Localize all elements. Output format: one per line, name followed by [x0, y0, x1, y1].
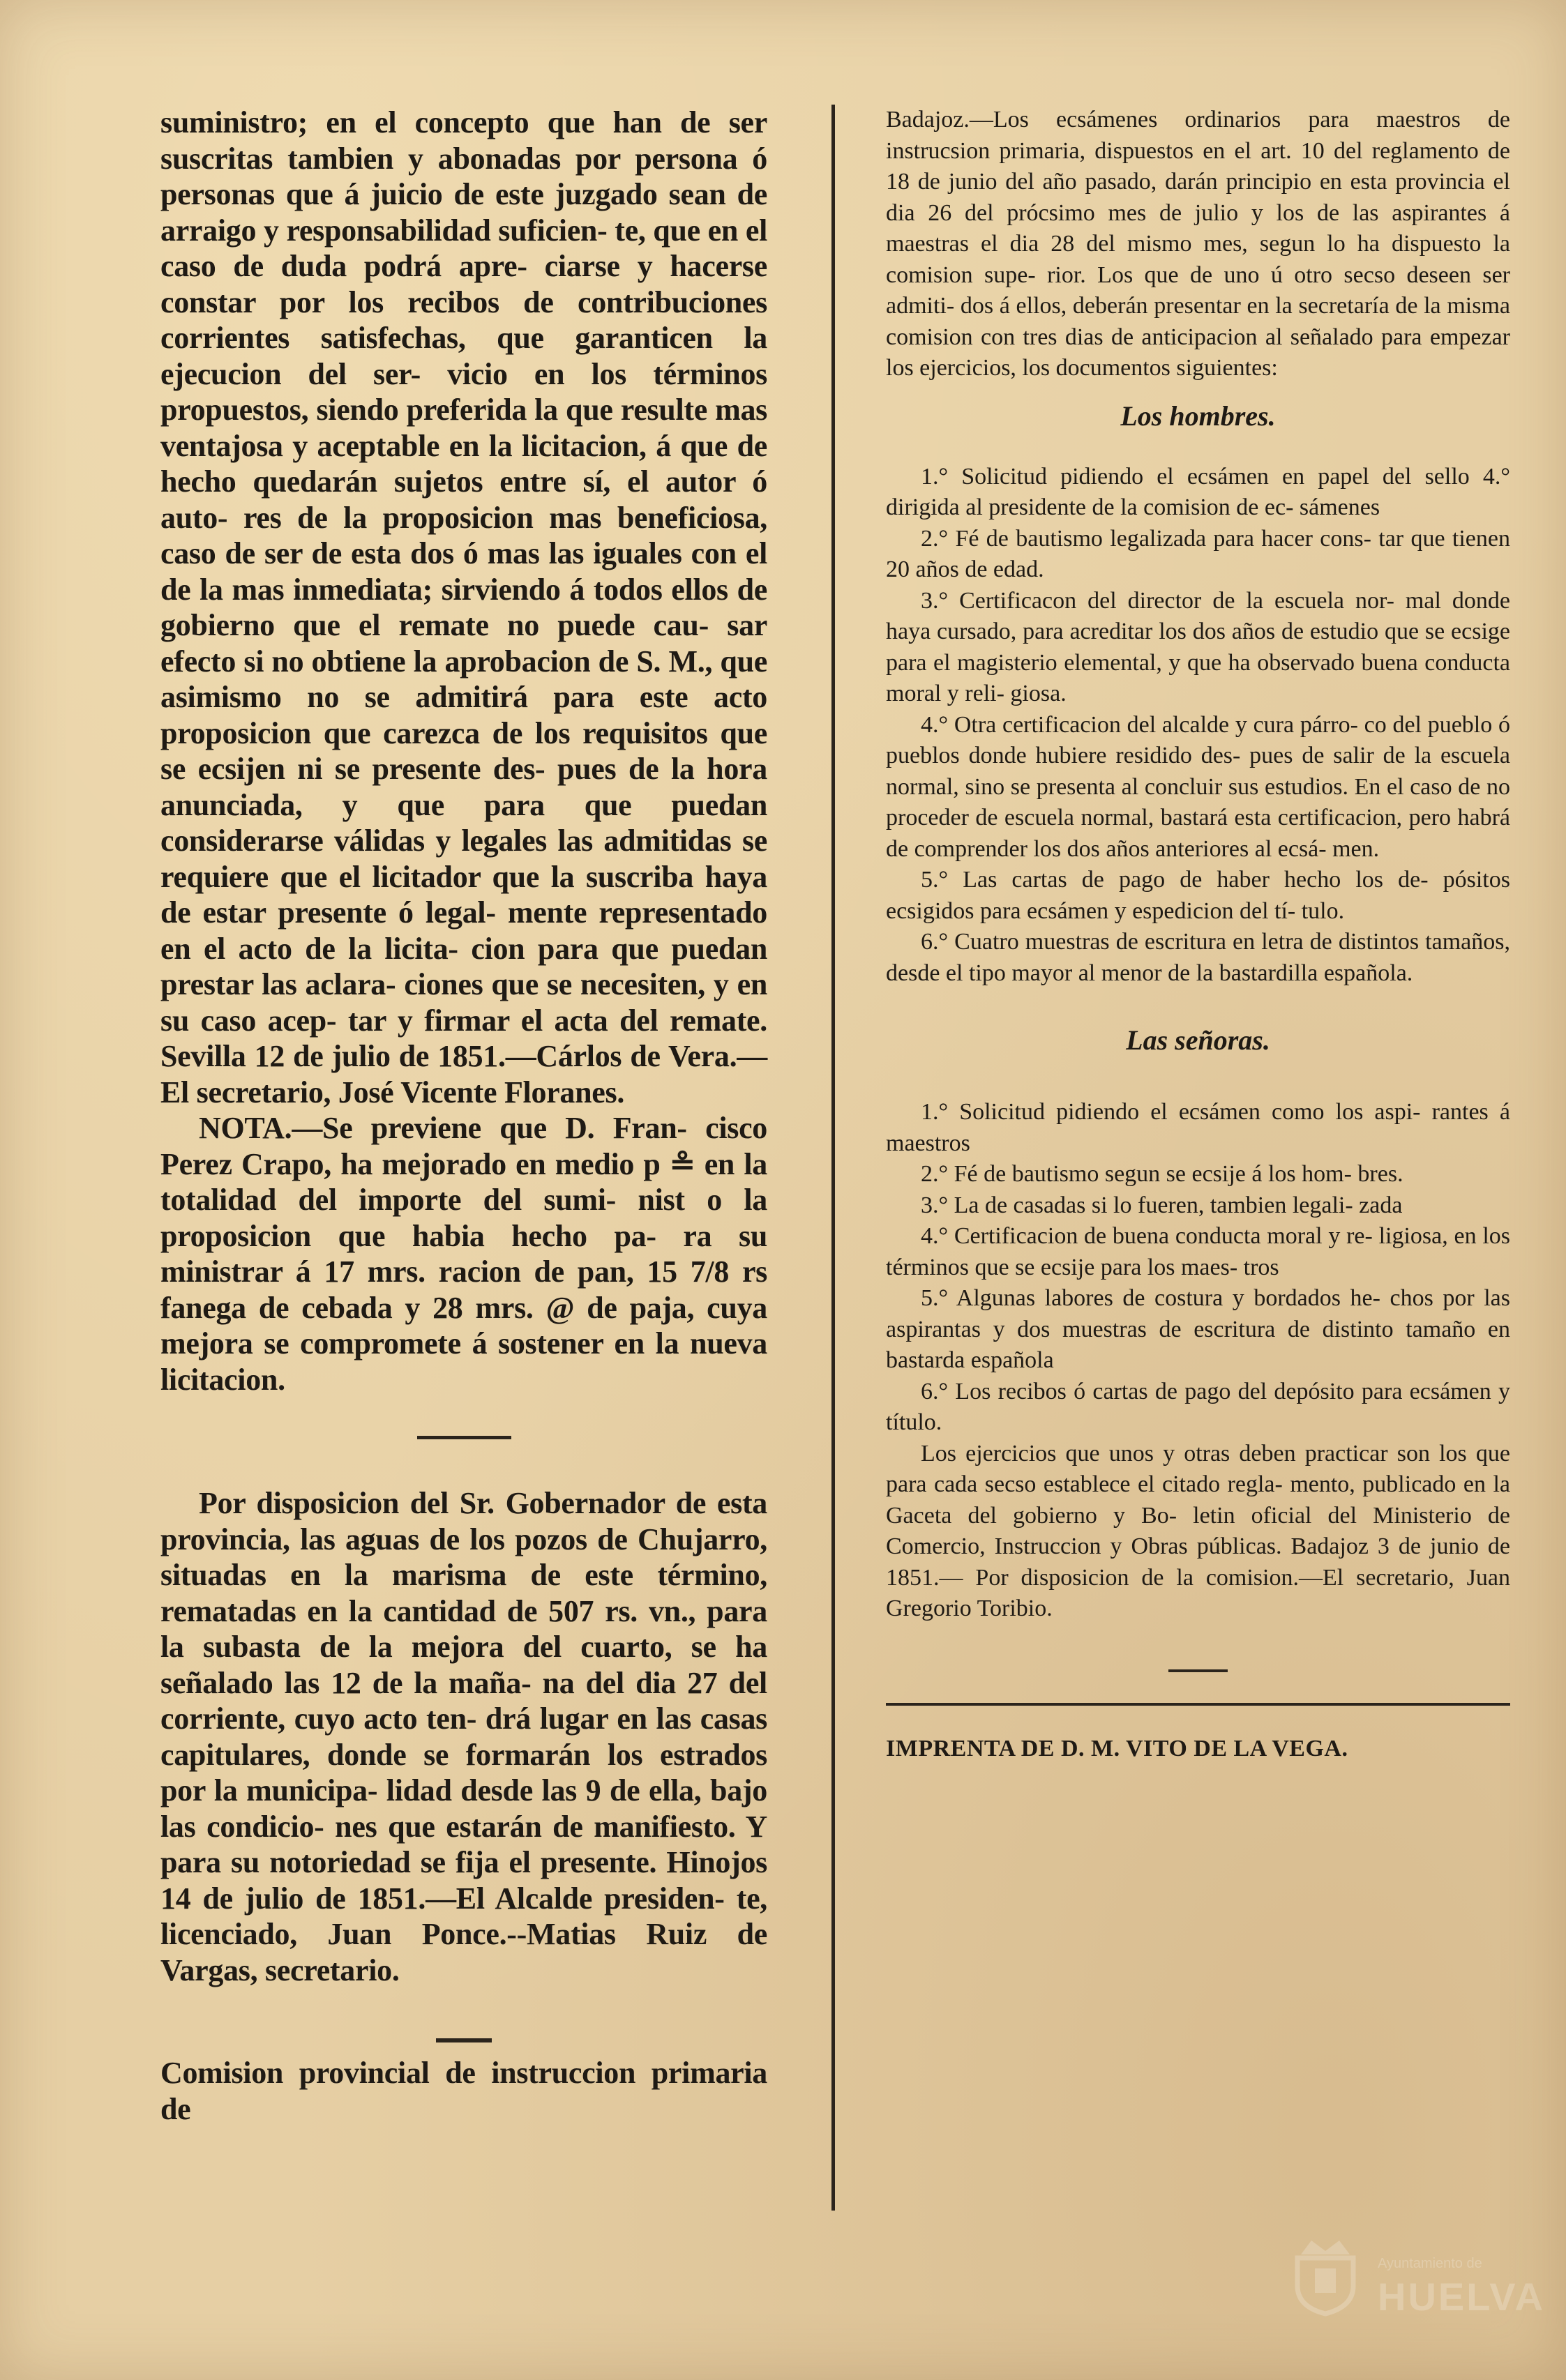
heading-men: Los hombres.	[1120, 400, 1276, 432]
men-item: 5.° Las cartas de pago de haber hecho los de- pósitos ecsigidos para ecsámen y espedicion del tí- tulo.	[886, 867, 1510, 924]
separator-rule	[1168, 1669, 1228, 1672]
column-divider	[831, 105, 835, 2211]
women-item: 6.° Los recibos ó cartas de pago del depósito para ecsámen y título.	[886, 1378, 1510, 1435]
men-item: 3.° Certificacon del director de la escuela nor- mal donde haya cursado, para acreditar los dos años de estudio que se ecsige para el magisterio elemental, y que ha observado buena conducta moral y reli- giosa.	[886, 587, 1510, 706]
nota-paragraph: NOTA.—Se previene que D. Fran- cisco Perez Crapo, ha mejorado en medio p ≗ en la totalidad del importe del sumi- nist o la proposicion que habia hecho pa- ra su ministrar á 17 mrs. racion de pan, 15 7/8 rs fanega de cebada y 28 mrs. @ de paja, cuya mejora se compromete á sostener en la nueva licitacion.	[160, 1111, 767, 1397]
commission-heading: Comision provincial de instruccion primaria de	[160, 2056, 767, 2126]
men-item: 4.° Otra certificacion del alcalde y cura párro- co del pueblo ó pueblos donde hubiere residido des- pues de salir de la escuela normal, sino se presenta al concluir sus estudios. En el caso de no proceder de escuela normal, bastará esta certificacion, pero habrá de comprender los dos años anteriores al ecsá- men.	[886, 711, 1510, 862]
women-item: 1.° Solicitud pidiendo el ecsámen como los aspi- rantes á maestros	[886, 1099, 1510, 1156]
women-item: 3.° La de casadas si lo fueren, tambien legali- zada	[921, 1192, 1403, 1218]
closing-paragraph: Los ejercicios que unos y otras deben practicar son los que para cada secso establece el citado regla- mento, publicado en la Gaceta del gobierno y Bo- letin oficial del Ministerio de Comercio, Instruccion y Obras públicas. Badajoz 3 de junio de 1851.— Por disposicion de la comision.—El secretario, Juan Gregorio Toribio.	[886, 1440, 1510, 1621]
chujarro-notice-paragraph: Por disposicion del Sr. Gobernador de esta provincia, las aguas de los pozos de Chujarro, situadas en la marisma de este término, rematadas en la cantidad de 507 rs. vn., para la subasta de la mejora del cuarto, se ha señalado las 12 de la maña- na del dia 27 del corriente, cuyo acto ten- drá lugar en las casas capitulares, donde se formarán los estrados por la municipa- lidad desde las 9 de ella, bajo las condicio- nes que estarán de manifiesto. Y para su notoriedad se fija el presente. Hinojos 14 de julio de 1851.—El Alcalde presiden- te, licenciado, Juan Ponce.--Matias Ruiz de Vargas, secretario.	[160, 1486, 767, 1987]
men-item: 1.° Solicitud pidiendo el ecsámen en papel del sello 4.° dirigida al presidente de la comision de ec- sámenes	[886, 463, 1510, 520]
right-column	[886, 105, 1510, 1764]
imprint-rule	[886, 1703, 1510, 1706]
men-item: 6.° Cuatro muestras de escritura en letra de distintos tamaños, desde el tipo mayor al menor de la bastardilla española.	[886, 929, 1510, 986]
continuation-paragraph: suministro; en el concepto que han de ser suscritas tambien y abonadas por persona ó personas que á juicio de este juzgado sean de arraigo y responsabilidad suficien- te, que en el caso de duda podrá apre- ciarse y hacerse constar por los recibos de contribuciones corrientes satisfechas, que garanticen la ejecucion del ser- vicio en los términos propuestos, siendo preferida la que resulte mas ventajosa y aceptable en la licitacion, á que de hecho quedarán sujetos entre sí, el autor ó auto- res de la proposicion mas beneficiosa, caso de ser de esta dos ó mas las iguales con el de la mas inmediata; sirviendo á todos ellos de gobierno que el remate no puede cau- sar efecto si no obtiene la aprobacion de S. M., que asimismo no se admitirá para este acto proposicion que carezca de los requisitos que se ecsijen ni se presente des- pues de la hora anunciada, y que para que puedan considerarse válidas y legales las admitidas se requiere que el licitador que la suscriba haya de estar presente ó legal- mente representado en el acto de la licita- cion para que puedan prestar las aclara- ciones que se necesiten, y en su caso acep- tar y firmar el acta del remate. Sevilla 12 de julio de 1851.—Cárlos de Vera.— El secretario, José Vicente Floranes.	[160, 105, 767, 1109]
exam-intro-paragraph: Badajoz.—Los ecsámenes ordinarios para maestros de instrucsion primaria, dispuestos en el art. 10 del reglamento de 18 de junio del año pasado, darán principio en esta provincia el dia 26 del prócsimo mes de julio y los de las aspirantes á maestras el dia 28 del mismo mes, segun lo ha dispuesto la comision supe- rior. Los que de uno ú otro secso deseen ser admiti- dos á ellos, deberán presentar en la secretaría de la misma comision con tres dias de anticipacion al señalado para empezar los ejercicios, los documentos siguientes:	[886, 107, 1510, 381]
women-item: 5.° Algunas labores de costura y bordados he- chos por las aspirantas y dos muestras de escritura de distinto tamaño en bastarda española	[886, 1285, 1510, 1373]
separator-rule	[417, 1436, 511, 1439]
printer-imprint: IMPRENTA DE D. M. VITO DE LA VEGA.	[886, 1735, 1348, 1761]
women-item: 2.° Fé de bautismo segun se ecsije á los hom- bres.	[921, 1161, 1403, 1187]
women-item: 4.° Certificacion de buena conducta moral y re- ligiosa, en los términos que se ecsije para los maes- tros	[886, 1223, 1510, 1280]
crown-shield-icon	[1287, 2234, 1364, 2317]
watermark-small-text: Ayuntamiento de	[1378, 2256, 1482, 2271]
men-item: 2.° Fé de bautismo legalizada para hacer cons- tar que tienen 20 años de edad.	[886, 525, 1510, 582]
heading-women: Las señoras.	[1126, 1024, 1270, 1056]
archive-watermark	[1287, 2234, 1545, 2319]
separator-ornament	[436, 2038, 492, 2042]
watermark-text: HUELVA	[1378, 2275, 1545, 2319]
left-column	[160, 105, 767, 2127]
